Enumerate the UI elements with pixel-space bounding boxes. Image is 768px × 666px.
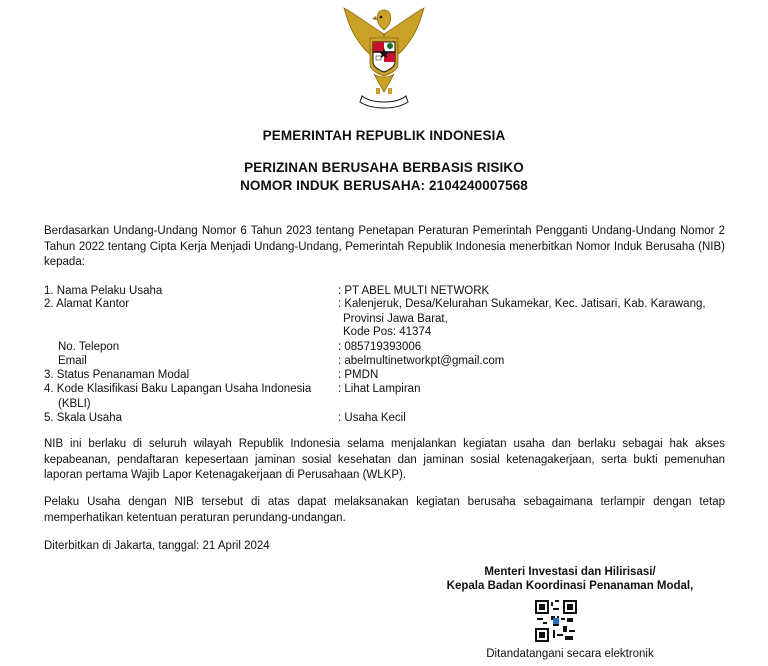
field-kbli-label: 4. Kode Klasifikasi Baku Lapangan Usaha Indonesia: [44, 383, 312, 395]
government-heading: PEMERINTAH REPUBLIK INDONESIA: [262, 128, 506, 143]
field-nama-label: 1. Nama Pelaku Usaha: [44, 285, 163, 297]
nib-number-heading: NOMOR INDUK BERUSAHA: 2104240007568: [240, 178, 528, 193]
permission-paragraph: Pelaku Usaha dengan NIB tersebut di atas dapat melaksanakan kegiatan berusaha sebagaimana terlampir dengan tetap memperhatikan ketentuan peraturan perundang-undangan.: [44, 496, 725, 524]
signatory-title-line2: Kepala Badan Koordinasi Penanaman Modal,: [446, 580, 694, 592]
field-telepon-value: : 085719393006: [338, 341, 422, 353]
field-email-value: : abelmultinetworkpt@gmail.com: [338, 355, 505, 367]
electronic-signature-note: Ditandatangani secara elektronik: [486, 648, 654, 660]
issued-date: Diterbitkan di Jakarta, tanggal: 21 April 2024: [44, 540, 270, 552]
field-nama-value: : PT ABEL MULTI NETWORK: [338, 285, 490, 297]
field-alamat-label: 2. Alamat Kantor: [44, 298, 130, 310]
field-kbli-label-cont: (KBLI): [58, 398, 91, 410]
field-alamat-value-line1: : Kalenjeruk, Desa/Kelurahan Sukamekar, Kec. Jatisari, Kab. Karawang,: [338, 298, 706, 310]
signatory-title-line1: Menteri Investasi dan Hilirisasi/: [484, 566, 656, 578]
field-alamat-value-line3: Kode Pos: 41374: [343, 326, 432, 338]
field-telepon-label: No. Telepon: [58, 341, 120, 353]
field-skala-value: : Usaha Kecil: [338, 412, 406, 424]
intro-paragraph: Berdasarkan Undang-Undang Nomor 6 Tahun 2023 tentang Penetapan Peraturan Pemerintah Pengganti Undang-Undang Nomor 2 Tahun 2022 tentang Cipta Kerja Menjadi Undang-Undang, Pemerintah Republik Indonesia menerbitkan Nomor Induk Berusaha (NIB) kepada:: [44, 225, 725, 268]
field-email-label: Email: [58, 355, 87, 367]
field-kbli-value: : Lihat Lampiran: [338, 383, 421, 395]
garuda-emblem-icon: [338, 4, 430, 112]
validity-paragraph: NIB ini berlaku di seluruh wilayah Republik Indonesia selama menjalankan kegiatan usaha dan berlaku sebagai hak akses kepabeanan, pendaftaran kepesertaan jaminan sosial kesehatan dan jaminan sosial ketenagakerjaan, serta bukti pemenuhan laporan pertama Wajib Lapor Ketenagakerjaan di Perusahaan (WLKP).: [44, 438, 725, 481]
qr-code-icon: [535, 600, 577, 642]
document-title: PERIZINAN BERUSAHA BERBASIS RISIKO: [244, 160, 524, 175]
field-status-value: : PMDN: [338, 369, 379, 381]
field-skala-label: 5. Skala Usaha: [44, 412, 122, 424]
field-status-label: 3. Status Penanaman Modal: [44, 369, 190, 381]
field-alamat-value-line2: Provinsi Jawa Barat,: [343, 313, 448, 325]
